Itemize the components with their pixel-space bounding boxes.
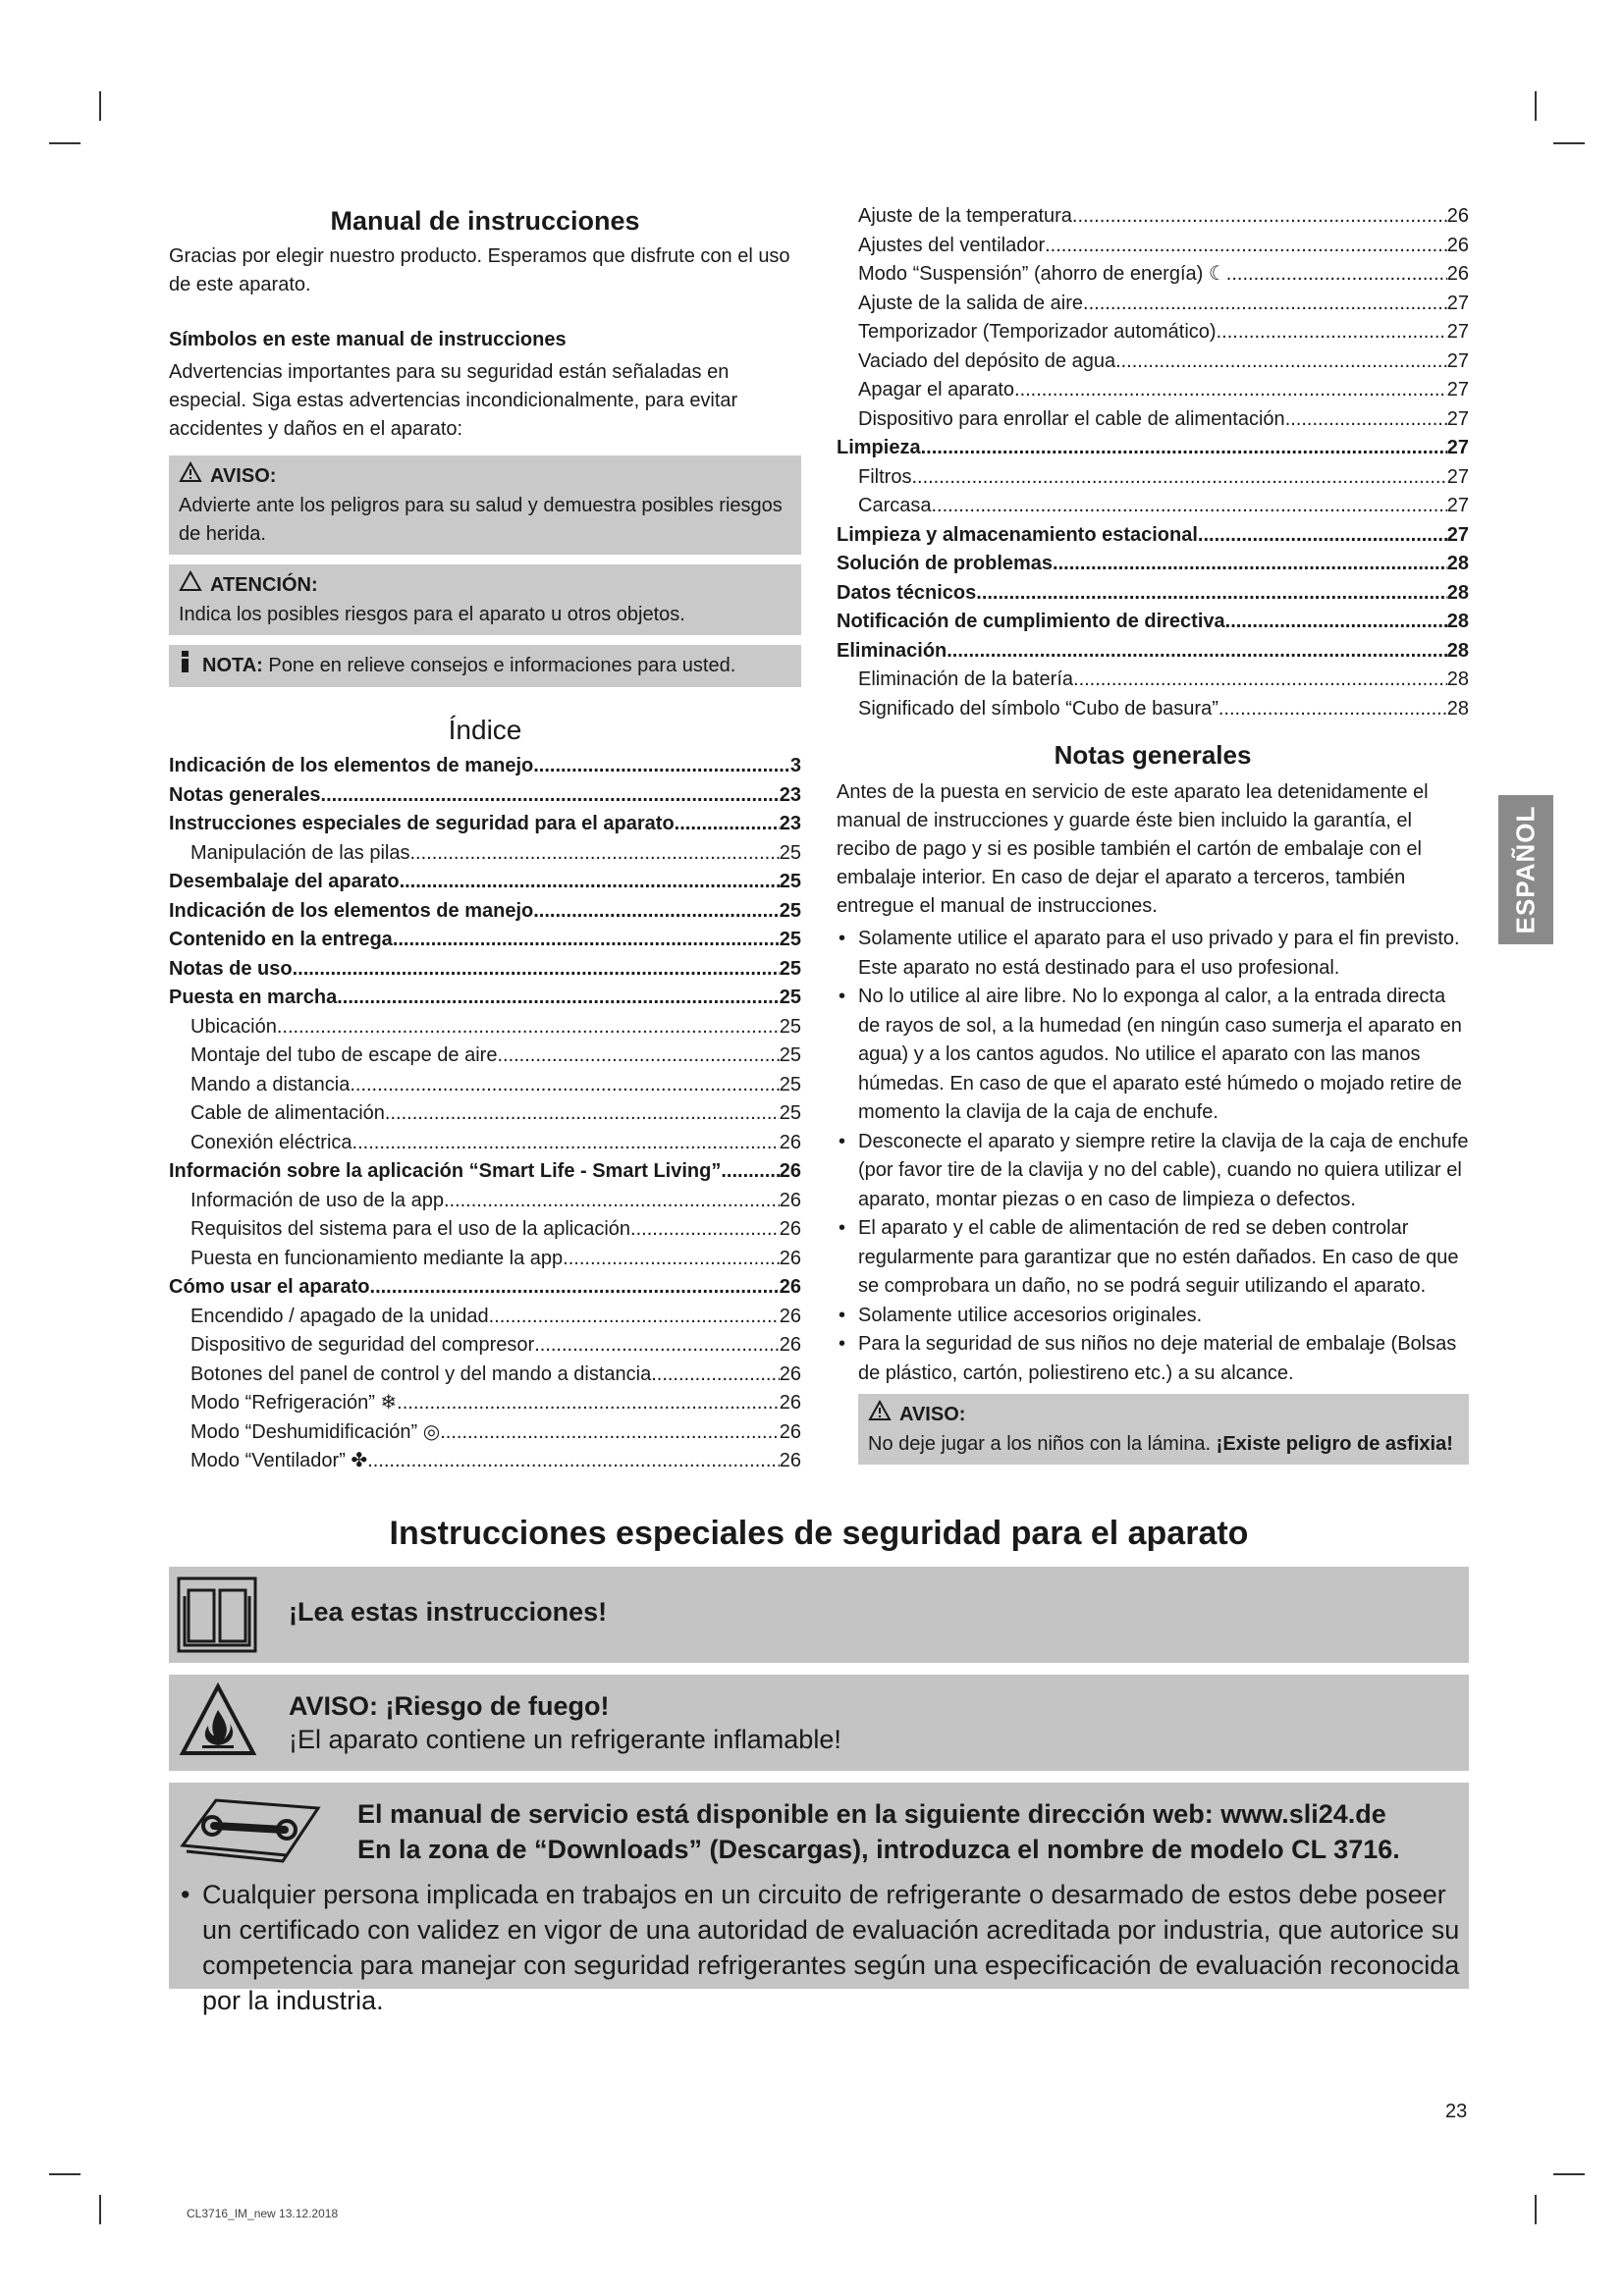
toc-entry[interactable] (169, 1013, 801, 1042)
toc-entry-page: 27 (1446, 407, 1469, 430)
toc-entry-label: Puesta en funcionamiento mediante la app (190, 1247, 564, 1269)
toc-entry-page: 28 (1446, 611, 1469, 632)
toc-entry-label: Botones del panel de control y del mando a distancia (190, 1362, 652, 1385)
toc-entry[interactable] (837, 405, 1469, 435)
toc-entry-label: Cable de alimentación (190, 1102, 385, 1124)
crop-mark (1535, 91, 1537, 121)
toc-entry-page: 27 (1446, 321, 1469, 343)
toc-entry[interactable] (169, 1303, 801, 1332)
toc-entry[interactable] (837, 637, 1469, 667)
crop-mark (1535, 2195, 1537, 2224)
toc-leader-dots (277, 1013, 780, 1042)
right-column (837, 202, 1469, 1465)
toc-entry-page: 28 (1446, 581, 1469, 604)
toc-entry-label: Datos técnicos (837, 581, 977, 604)
toc-leader-dots (921, 434, 1447, 463)
toc-entry-page: 25 (779, 871, 801, 892)
fire-warning-title: AVISO: ¡Riesgo de fuego! (289, 1691, 610, 1721)
toc-entry-label: Contenido en la entrega (169, 929, 393, 950)
notes-intro: Antes de la puesta en servicio de este aparato lea detenidamente el manual de instrucciones y guarde éste bien incluido la garantía, el recibo de pago y si es posible también el cartón de embalaje con el embalaje interior. En caso de dejar el aparato a terceros, también entregue el manual de instrucciones. (837, 781, 1429, 917)
toc-entry-page: 25 (779, 957, 801, 980)
toc-entry[interactable] (169, 926, 801, 955)
toc-entry-label: Puesta en marcha (169, 987, 338, 1008)
toc-entry[interactable] (169, 1361, 801, 1390)
toc-entry-label: Desembalaje del aparato (169, 871, 400, 892)
language-tab-label: ESPAÑOL (1510, 805, 1541, 934)
toc-entry-page: 26 (1446, 234, 1469, 256)
toc-leader-dots (1217, 318, 1447, 347)
flame-warning-icon (179, 1682, 257, 1762)
service-line-2: En la zona de “Downloads” (Descargas), introduzca el nombre de modelo CL 3716. (357, 1835, 1400, 1864)
toc-leader-dots (370, 1273, 780, 1303)
toc-entry-page: 25 (779, 1073, 801, 1095)
toc-entry-page: 26 (779, 1305, 801, 1327)
service-manual-icon (177, 1794, 324, 1870)
toc-entry[interactable] (837, 550, 1469, 579)
footer-print-info: CL3716_IM_new 13.12.2018 (187, 2207, 339, 2220)
toc-leader-dots (1083, 290, 1447, 319)
refrigerant-bullet (177, 1877, 1463, 2018)
toc-entry-label: Solución de problemas (837, 553, 1054, 574)
aviso-text-right: No deje jugar a los niños con la lámina. (868, 1433, 1212, 1455)
toc-leader-dots (1225, 608, 1447, 637)
toc-entry-page: 26 (1446, 263, 1469, 285)
toc-leader-dots (976, 579, 1446, 609)
fire-warning-text: ¡El aparato contiene un refrigerante inflamable! (289, 1725, 841, 1754)
toc-entry-page: 26 (779, 1276, 801, 1298)
toc-entry[interactable] (837, 579, 1469, 609)
toc-entry[interactable] (169, 810, 801, 839)
service-line-1: El manual de servicio está disponible en la siguiente dirección web: www.sli24.de (357, 1799, 1386, 1829)
toc-entry-label: Información sobre la aplicación “Smart Life - Smart Living” (169, 1160, 722, 1182)
left-column (169, 201, 801, 1476)
toc-entry[interactable] (837, 666, 1469, 695)
toc-entry-label: Vaciado del depósito de agua (858, 349, 1116, 372)
notes-bullet-item: • Solamente utilice el aparato para el uso privado y para el fin previsto. Este aparato no está destinado para el uso profesional. (837, 925, 1469, 983)
toc-leader-dots (400, 868, 780, 897)
toc-entry[interactable] (837, 290, 1469, 319)
toc-entry-label: Notas de uso (169, 957, 293, 980)
toc-entry-label: Carcasa (858, 495, 932, 516)
toc-entry-page: 25 (779, 987, 801, 1008)
toc-entry-label: Temporizador (Temporizador automático) (858, 321, 1217, 343)
toc-entry-page: 28 (1446, 553, 1469, 574)
toc-entry-page: 26 (779, 1160, 801, 1182)
notes-title: Notas generales (1054, 740, 1252, 770)
toc-entry[interactable] (169, 868, 801, 897)
toc-leader-dots (1226, 260, 1447, 290)
fire-warning-box (169, 1675, 1469, 1771)
toc-leader-dots (533, 897, 780, 927)
toc-entry-label: Filtros (858, 465, 912, 488)
toc-entry[interactable] (169, 1071, 801, 1100)
notes-bullet-item: • Para la seguridad de sus niños no deje material de embalaje (Bolsas de plástico, cartón, poliestireno etc.) a su alcance. (837, 1330, 1469, 1388)
toc-entry-label: Limpieza (837, 437, 921, 458)
toc-entry-page: 26 (779, 1334, 801, 1356)
toc-entry-page: 26 (1446, 205, 1469, 227)
toc-entry-label: Dispositivo para enrollar el cable de alimentación (858, 407, 1285, 430)
toc-entry-page: 25 (779, 1102, 801, 1124)
toc-leader-dots (1053, 550, 1447, 579)
toc-entry-page: 26 (779, 1450, 801, 1471)
toc-entry[interactable] (169, 781, 801, 811)
toc-entry[interactable] (169, 1041, 801, 1071)
toc-leader-dots (563, 1245, 780, 1274)
toc-entry-page: 27 (1446, 349, 1469, 372)
warning-triangle-icon (179, 461, 202, 492)
book-icon (177, 1576, 257, 1658)
toc-entry-label: Información de uso de la app (190, 1189, 444, 1211)
notes-bullet-item: • No lo utilice al aire libre. No lo exponga al calor, a la entrada directa de rayos de sol, a la humedad (en ningún caso sumerja el aparato en agua) y a los cantos agudos. No utilice el aparato con las manos húmedas. En caso de que el aparato esté húmedo o mojado retire de momento la clavija de la caja de enchufe. (837, 983, 1469, 1128)
toc-entry-label: Notificación de cumplimiento de directiva (837, 611, 1225, 632)
toc-entry[interactable] (837, 232, 1469, 261)
toc-entry[interactable] (169, 1129, 801, 1158)
toc-leader-dots (651, 1361, 780, 1390)
intro-text: Gracias por elegir nuestro producto. Esperamos que disfrute con el uso de este aparato. (169, 245, 790, 295)
toc-leader-dots (385, 1099, 780, 1129)
toc-entry[interactable] (837, 521, 1469, 551)
toc-leader-dots (533, 752, 790, 781)
toc-entry[interactable] (169, 955, 801, 985)
toc-leader-dots (911, 463, 1446, 493)
nota-label: NOTA: (202, 655, 263, 676)
toc-entry-page: 28 (1446, 639, 1469, 662)
toc-entry[interactable] (169, 1099, 801, 1129)
toc-leader-dots (337, 984, 780, 1013)
toc-entry-label: Dispositivo de seguridad del compresor (190, 1334, 535, 1356)
toc-entry-page: 25 (779, 841, 801, 864)
toc-entry-page: 26 (779, 1189, 801, 1211)
toc-entry-label: Eliminación (837, 639, 947, 662)
toc-entry-label: Eliminación de la batería (858, 668, 1074, 690)
toc-entry[interactable] (169, 752, 801, 781)
toc-entry[interactable] (837, 202, 1469, 232)
notes-bullet-item: • Desconecte el aparato y siempre retire la clavija de la caja de enchufe (por favor tire de la clavija y no del cable), cuando no quiera utilizar el aparato, montar piezas o en caso de limpieza o defectos. (837, 1128, 1469, 1215)
crop-mark (99, 2195, 101, 2224)
toc-entry-label: Modo “Deshumidificación” ◎ (190, 1420, 441, 1443)
aviso-label: AVISO: (210, 465, 277, 487)
toc-entry[interactable] (837, 492, 1469, 521)
toc-entry-label: Manipulación de las pilas (190, 841, 410, 864)
toc-leader-dots (397, 1389, 780, 1418)
toc-entry[interactable] (837, 347, 1469, 377)
toc-entry-page: 23 (779, 813, 801, 834)
toc-leader-dots (675, 810, 780, 839)
toc-leader-dots (534, 1331, 780, 1361)
toc-leader-dots (1073, 666, 1447, 695)
toc-leader-dots (409, 839, 779, 869)
crop-mark (1553, 2173, 1585, 2175)
toc-leader-dots (444, 1187, 780, 1216)
toc-leader-dots (1285, 405, 1447, 435)
toc-entry-page: 26 (779, 1131, 801, 1153)
crop-mark (1553, 142, 1585, 144)
crop-mark (49, 142, 81, 144)
toc-entry-label: Mando a distancia (190, 1073, 351, 1095)
toc-entry-page: 26 (779, 1420, 801, 1443)
toc-entry[interactable] (169, 1331, 801, 1361)
toc-entry-page: 27 (1446, 292, 1469, 314)
toc-entry-label: Indicación de los elementos de manejo (169, 899, 534, 922)
aviso-text: Advierte ante los peligros para su salud y demuestra posibles riesgos de herida. (179, 495, 783, 545)
toc-entry[interactable] (169, 984, 801, 1013)
toc-leader-dots (1218, 695, 1447, 724)
toc-entry-label: Requisitos del sistema para el uso de la aplicación (190, 1218, 631, 1240)
toc-entry-label: Modo “Ventilador” ✤ (190, 1450, 368, 1471)
aviso-box-right (858, 1394, 1469, 1465)
toc-leader-dots (630, 1215, 780, 1245)
language-tab (1498, 795, 1553, 944)
toc-entry-label: Indicación de los elementos de manejo (169, 755, 534, 776)
toc-entry[interactable] (169, 1215, 801, 1245)
toc-leader-dots (352, 1129, 780, 1158)
toc-entry-page: 26 (779, 1247, 801, 1269)
toc-entry-page: 25 (779, 1015, 801, 1038)
toc-entry-page: 27 (1446, 495, 1469, 516)
crop-mark (99, 91, 101, 121)
nota-box (169, 645, 801, 687)
bullet-mark: • (181, 1880, 190, 1909)
toc-entry[interactable] (837, 608, 1469, 637)
toc-entry[interactable] (169, 1389, 801, 1418)
atencion-label: ATENCIÓN: (210, 574, 318, 596)
toc-entry[interactable] (169, 1447, 801, 1476)
toc-entry-label: Ubicación (190, 1015, 277, 1038)
aviso-box (169, 455, 801, 555)
toc-leader-dots (497, 1041, 779, 1071)
service-manual-box (169, 1783, 1469, 2015)
toc-entry-page: 25 (779, 929, 801, 950)
atencion-box (169, 564, 801, 635)
refrigerant-bullet-text: Cualquier persona implicada en trabajos en un circuito de refrigerante o desarmado de estos debe poseer un certificado con validez en vigor de una autoridad de evaluación acreditada por industria, que autorice su competencia para manejar con seguridad refrigerantes según una especificación de evaluación reconocida por la industria. (202, 1880, 1460, 2015)
toc-entry[interactable] (169, 1245, 801, 1274)
toc-entry-label: Modo “Suspensión” (ahorro de energía) ☾ (858, 263, 1226, 285)
page-number: 23 (1445, 2101, 1468, 2122)
info-icon (179, 651, 192, 681)
toc-entry[interactable] (169, 1273, 801, 1303)
toc-entry-page: 28 (1446, 697, 1469, 720)
toc-leader-dots (1115, 347, 1447, 377)
toc-entry[interactable] (169, 1157, 801, 1187)
read-instructions-text: ¡Lea estas instrucciones! (289, 1597, 608, 1627)
toc-entry-page: 3 (789, 755, 801, 776)
toc-entry-label: Notas generales (169, 783, 321, 806)
toc-leader-dots (293, 955, 780, 985)
toc-leader-dots (321, 781, 780, 811)
toc-entry-label: Ajuste de la temperatura (858, 205, 1072, 227)
notes-bullets (837, 925, 1469, 1388)
toc-entry-page: 26 (779, 1392, 801, 1414)
toc-leader-dots (1045, 232, 1447, 261)
index-title: Índice (448, 715, 522, 745)
toc-entry[interactable] (837, 463, 1469, 493)
atencion-text: Indica los posibles riesgos para el aparato u otros objetos. (179, 604, 685, 625)
toc-entry-page: 27 (1446, 523, 1469, 546)
toc-entry-label: Ajuste de la salida de aire (858, 292, 1084, 314)
toc-leader-dots (947, 637, 1447, 667)
toc-left (169, 752, 801, 1476)
toc-entry-page: 26 (779, 1218, 801, 1240)
toc-leader-dots (350, 1071, 779, 1100)
notes-bullet-item: • El aparato y el cable de alimentación de red se deben controlar regularmente para garantizar que no estén dañados. En caso de que se comprobara un daño, no se podrá seguir utilizando el aparato. (837, 1214, 1469, 1302)
toc-leader-dots (489, 1303, 780, 1332)
toc-leader-dots (393, 926, 780, 955)
toc-leader-dots (931, 492, 1446, 521)
toc-leader-dots (1014, 376, 1447, 405)
toc-entry[interactable] (837, 695, 1469, 724)
safety-title: Instrucciones especiales de seguridad para el aparato (389, 1515, 1249, 1552)
toc-entry[interactable] (837, 376, 1469, 405)
toc-leader-dots (1072, 202, 1447, 232)
toc-entry-label: Significado del símbolo “Cubo de basura” (858, 697, 1218, 720)
warning-triangle-icon (868, 1400, 892, 1430)
toc-entry-label: Modo “Refrigeración” ❄ (190, 1392, 398, 1414)
read-instructions-box (169, 1567, 1469, 1663)
manual-title: Manual de instrucciones (330, 206, 640, 236)
toc-entry-label: Conexión eléctrica (190, 1131, 352, 1153)
toc-entry-page: 27 (1446, 437, 1469, 458)
toc-entry-label: Instrucciones especiales de seguridad para el aparato (169, 813, 675, 834)
toc-entry-page: 27 (1446, 379, 1469, 400)
toc-entry[interactable] (169, 897, 801, 927)
toc-entry[interactable] (837, 434, 1469, 463)
toc-entry[interactable] (837, 260, 1469, 290)
crop-mark (49, 2173, 81, 2175)
toc-entry-label: Ajustes del ventilador (858, 234, 1046, 256)
caution-triangle-icon (179, 570, 202, 601)
toc-entry-page: 25 (779, 1044, 801, 1066)
toc-entry-page: 25 (779, 899, 801, 922)
toc-entry-label: Limpieza y almacenamiento estacional (837, 523, 1198, 546)
toc-entry-label: Cómo usar el aparato (169, 1276, 370, 1298)
toc-leader-dots (367, 1447, 780, 1476)
toc-entry-label: Apagar el aparato (858, 379, 1015, 400)
aviso-bold-right: ¡Existe peligro de asfixia! (1216, 1433, 1453, 1455)
toc-entry-label: Encendido / apagado de la unidad (190, 1305, 489, 1327)
toc-entry-page: 27 (1446, 465, 1469, 488)
toc-entry-page: 26 (779, 1362, 801, 1385)
toc-leader-dots (1198, 521, 1447, 551)
toc-entry-label: Montaje del tubo de escape de aire (190, 1044, 498, 1066)
toc-entry[interactable] (169, 1418, 801, 1448)
toc-leader-dots (440, 1418, 780, 1448)
aviso-label-right: AVISO: (899, 1404, 966, 1425)
toc-leader-dots (721, 1157, 779, 1187)
toc-entry-page: 23 (779, 783, 801, 806)
toc-entry-page: 28 (1446, 668, 1469, 690)
toc-entry[interactable] (169, 1187, 801, 1216)
toc-entry[interactable] (169, 839, 801, 869)
nota-text: Pone en relieve consejos e informaciones para usted. (268, 655, 736, 676)
symbols-text: Advertencias importantes para su seguridad están señaladas en especial. Siga estas advertencias incondicionalmente, para evitar accidentes y daños en el aparato: (169, 361, 738, 440)
toc-entry[interactable] (837, 318, 1469, 347)
toc-right (837, 202, 1469, 723)
notes-bullet-item: • Solamente utilice accesorios originales. (837, 1302, 1469, 1331)
symbols-heading: Símbolos en este manual de instrucciones (169, 329, 567, 350)
